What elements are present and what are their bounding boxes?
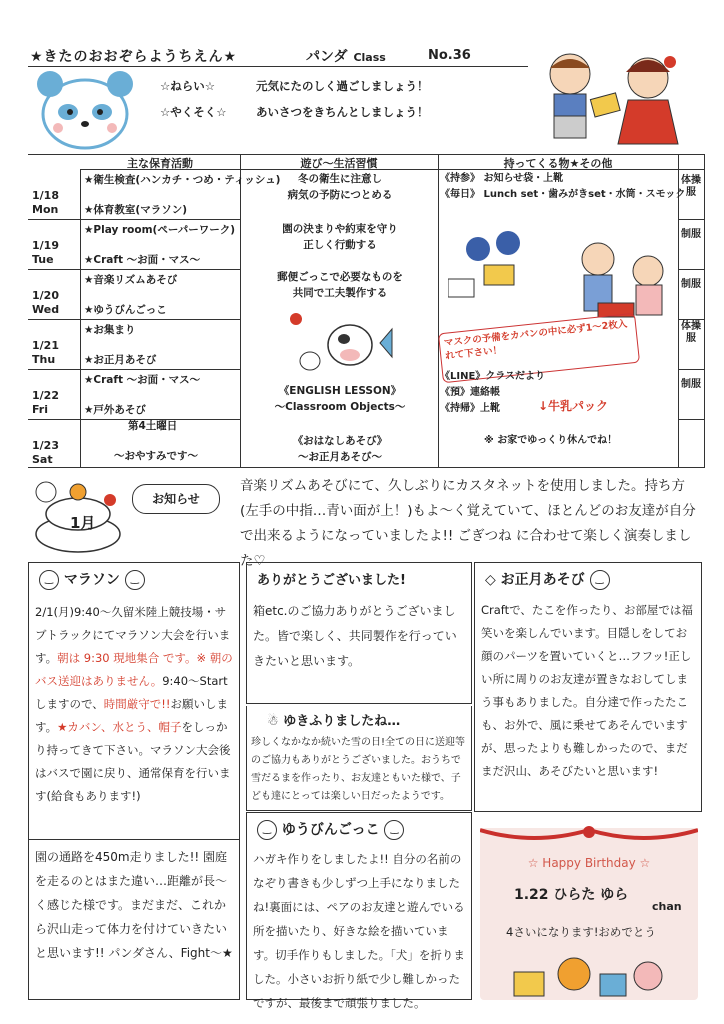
birthday-message: 4さいになります!おめでとう	[506, 925, 656, 939]
marathon-box	[28, 562, 240, 1000]
thanks-text: 箱etc.のご協力ありがとうございました。皆で楽しく、共同製作を行っていきたいと思います。	[253, 604, 457, 668]
cow-illustration	[288, 309, 398, 379]
snowman-icon: ☃	[267, 714, 279, 729]
mask-reminder-note: マスクの予備をカバンの中に必ず1～2枚入れて下さい！	[438, 313, 640, 383]
postoffice-text: ハガキ作りをしましたよ!! 自分の名前のなぞり書きも少しずつ上手になりましたね!裏面には、ペアのお友達と遊んでいる所を描いたり、好きな絵を描いています。切手作りもしました。「犬」を折りました。小さいお折り紙で少し難しかったですが、最後まで頑張りました。	[253, 852, 465, 1010]
post-office-illustration	[448, 219, 678, 319]
day-label: 1/19 Tue	[32, 239, 59, 266]
gift-animals-illustration	[504, 948, 674, 998]
kite-icon: ◇	[485, 572, 496, 588]
marathon-info: 2/1(月)9:40～久留米陸上競技場・サブトラックにてマラソン大会を行います。朝は 9:30 現地集合 です。※ 朝のバス送迎はありません。9:40～Startしますので、時間厳守で!!お願いします。★カバン、水とう、帽子をしっかり持ってきて下さい。マラソン大会後はバスで園に戻り、通常保育を行います(給食もあります!)	[35, 605, 233, 803]
month-label: 1月	[70, 514, 96, 532]
story-play: 《おはなしあそび》 ～お正月あそび～	[292, 435, 388, 463]
aim-label: ☆ねらい☆	[160, 79, 216, 93]
new-year-kids-illustration	[530, 44, 690, 148]
newyear-title: ◇ お正月あそび ‿	[485, 569, 610, 590]
activity: ★Play room(ペーパーワーク)	[84, 224, 236, 236]
day-label: 1/20 Wed	[32, 289, 60, 316]
bring-item: 《毎日》 Lunch set・歯みがきset・水筒・スモック	[440, 189, 686, 200]
activity: ★音楽リズムあそび	[84, 274, 178, 286]
play-goal: 冬の衛生に注意し 病気の予防につとめる	[287, 173, 393, 201]
uniform-label: 制服	[681, 279, 701, 290]
thanks-box	[246, 562, 472, 704]
col-header-bring: 持ってくる物★その他	[503, 157, 613, 170]
snow-title: ☃ ゆきふりましたね…	[267, 714, 401, 729]
day-label: 1/21 Thu	[32, 339, 59, 366]
birthday-card	[480, 820, 698, 1000]
activity: ★戸外あそび	[84, 404, 146, 416]
smiley-icon: ‿	[125, 570, 145, 590]
marathon-report: 園の通路を450m走りました!! 園庭を走るのとはまた違い…距離が長～く感じた様です。まだまだ、これから沢山走って体力を付けていきたいと思います!! パンダさん、Fight～★	[35, 850, 233, 960]
birthday-name: 1.22 ひらた ゆら	[514, 887, 629, 903]
postoffice-box	[246, 812, 472, 1010]
play-goal: 郵便ごっこで必要なものを 共同で工夫製作する	[277, 271, 403, 299]
aim-text: 元気にたのしく過ごしましょう！	[256, 79, 429, 93]
promise-text: あいさつをきちんとしましょう！	[256, 105, 429, 119]
activity: ★体育教室(マラソン)	[84, 204, 188, 216]
bring-item: 《預》連絡帳	[440, 387, 500, 398]
activity: ★Craft ～お面・マス～	[84, 254, 201, 266]
milk-carton-note: ↓牛乳パック	[538, 399, 609, 413]
thanks-title: ありがとうございました!	[257, 573, 406, 588]
marathon-title: ‿ マラソン ‿	[39, 569, 145, 590]
birthday-title: ☆ Happy Birthday ☆	[527, 856, 651, 870]
ribbon-decoration	[480, 820, 698, 850]
issue-number: No.36	[428, 48, 471, 63]
activity: ★お正月あそび	[84, 354, 157, 366]
notice-label: お知らせ	[132, 484, 220, 514]
class-name: パンダ Class	[306, 49, 386, 65]
day-label: 1/23 Sat	[32, 439, 59, 466]
bring-item: 《LINE》クラスだより	[440, 371, 545, 382]
smiley-icon: ‿	[39, 570, 59, 590]
day-label: 1/22 Fri	[32, 389, 59, 416]
weekly-schedule-table	[28, 154, 705, 468]
play-goal: 園の決まりや約束を守り 正しく行動する	[282, 223, 398, 251]
smiley-icon: ‿	[384, 820, 404, 840]
day-label: 1/18 Mon	[32, 189, 59, 216]
smiley-icon: ‿	[257, 820, 277, 840]
notice-text: 音楽リズムあそびにて、久しぶりにカスタネットを使用しました。持ち方(左手の中指…青い面が上！)もよ～く覚えていて、ほとんどのお友達が自分で出来るようになっていましたよ!! ごぎつね に合わせて楽しく演奏しました♡	[240, 478, 696, 569]
panda-illustration	[30, 64, 140, 154]
activity: ★衛生検査(ハンカチ・つめ・ティッシュ)	[84, 174, 281, 186]
uniform-label: 制服	[681, 379, 701, 390]
activity: ★Craft ～お面・マス～	[84, 374, 201, 386]
col-header-play: 遊び～生活習慣	[300, 157, 378, 170]
activity: ★ゆうびんごっこ	[84, 304, 167, 316]
weekend-note: ※ お家でゆっくり休んでね！	[484, 435, 618, 446]
birthday-suffix: chan	[652, 900, 682, 913]
col-header-activities: 主な保育活動	[127, 157, 193, 170]
activity: ★お集まり	[84, 324, 136, 336]
activity: ～おやすみです～	[114, 450, 198, 462]
uniform-label: 体操服	[681, 175, 701, 198]
school-name: ★きたのおおぞらようちえん★	[30, 49, 238, 65]
smiley-icon: ‿	[590, 570, 610, 590]
activity: 第4土曜日	[128, 420, 178, 432]
uniform-label: 制服	[681, 229, 701, 240]
snow-box	[246, 706, 472, 811]
newyear-box	[474, 562, 702, 812]
newyear-text: Craftで、たこを作ったり、お部屋では福笑いを楽しんでいます。目隠しをしてお顔のパーツを置いていくと…フフッ!正しい所に周りのお友達が置きなおしてしまう事もありました。自分達で作ったたこも、お外で、風に乗せてあそんでいますが、思ったよりも難しかったので、まだまだ沢山、あそびたいと思います!	[481, 603, 693, 778]
bring-item: 《持参》 お知らせ袋・上靴	[440, 173, 564, 184]
uniform-label: 体操服	[681, 321, 701, 344]
english-lesson: 《ENGLISH LESSON》 ～Classroom Objects～	[274, 385, 406, 413]
postoffice-title: ‿ ゆうびんごっこ ‿	[257, 819, 404, 840]
promise-label: ☆やくそく☆	[160, 105, 227, 119]
snow-text: 珍しくなかなか続いた雪の日!全ての日に送迎等のご協力もありがとうございました。おうちで雪だるまを作ったり、お友達ともいた様で、子ども達にとっては楽しい日だったようです。	[251, 737, 466, 802]
bring-item: 《持帰》上靴	[440, 403, 500, 414]
